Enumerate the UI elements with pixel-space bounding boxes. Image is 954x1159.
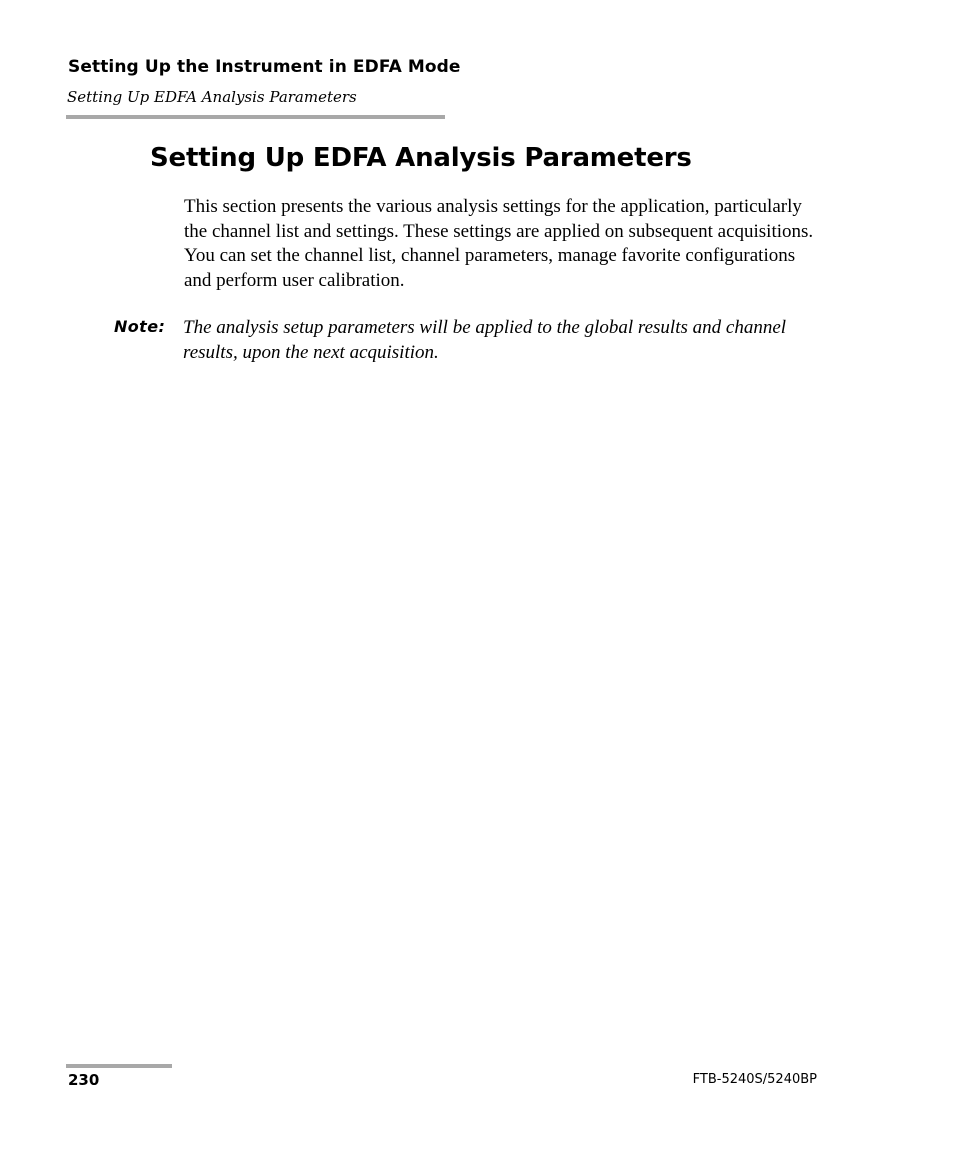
header-divider bbox=[66, 115, 445, 119]
running-header-chapter: Setting Up the Instrument in EDFA Mode bbox=[68, 57, 461, 77]
product-name: FTB-5240S/5240BP bbox=[692, 1072, 817, 1087]
note-text: The analysis setup parameters will be applied to the global results and channel results, upon the next acquisition. bbox=[183, 317, 787, 363]
intro-paragraph: This section presents the various analysis settings for the application, particularly the channel list and settings. These settings are applied on subsequent acquisitions. You can set the channel list, channel parameters, manage favorite configurations and perform user calibration. bbox=[184, 196, 814, 291]
page-number: 230 bbox=[68, 1071, 100, 1089]
page-title: Setting Up EDFA Analysis Parameters bbox=[150, 143, 692, 173]
running-header-section: Setting Up EDFA Analysis Parameters bbox=[67, 88, 357, 106]
note-label: Note: bbox=[114, 317, 166, 336]
footer-divider bbox=[66, 1064, 172, 1068]
